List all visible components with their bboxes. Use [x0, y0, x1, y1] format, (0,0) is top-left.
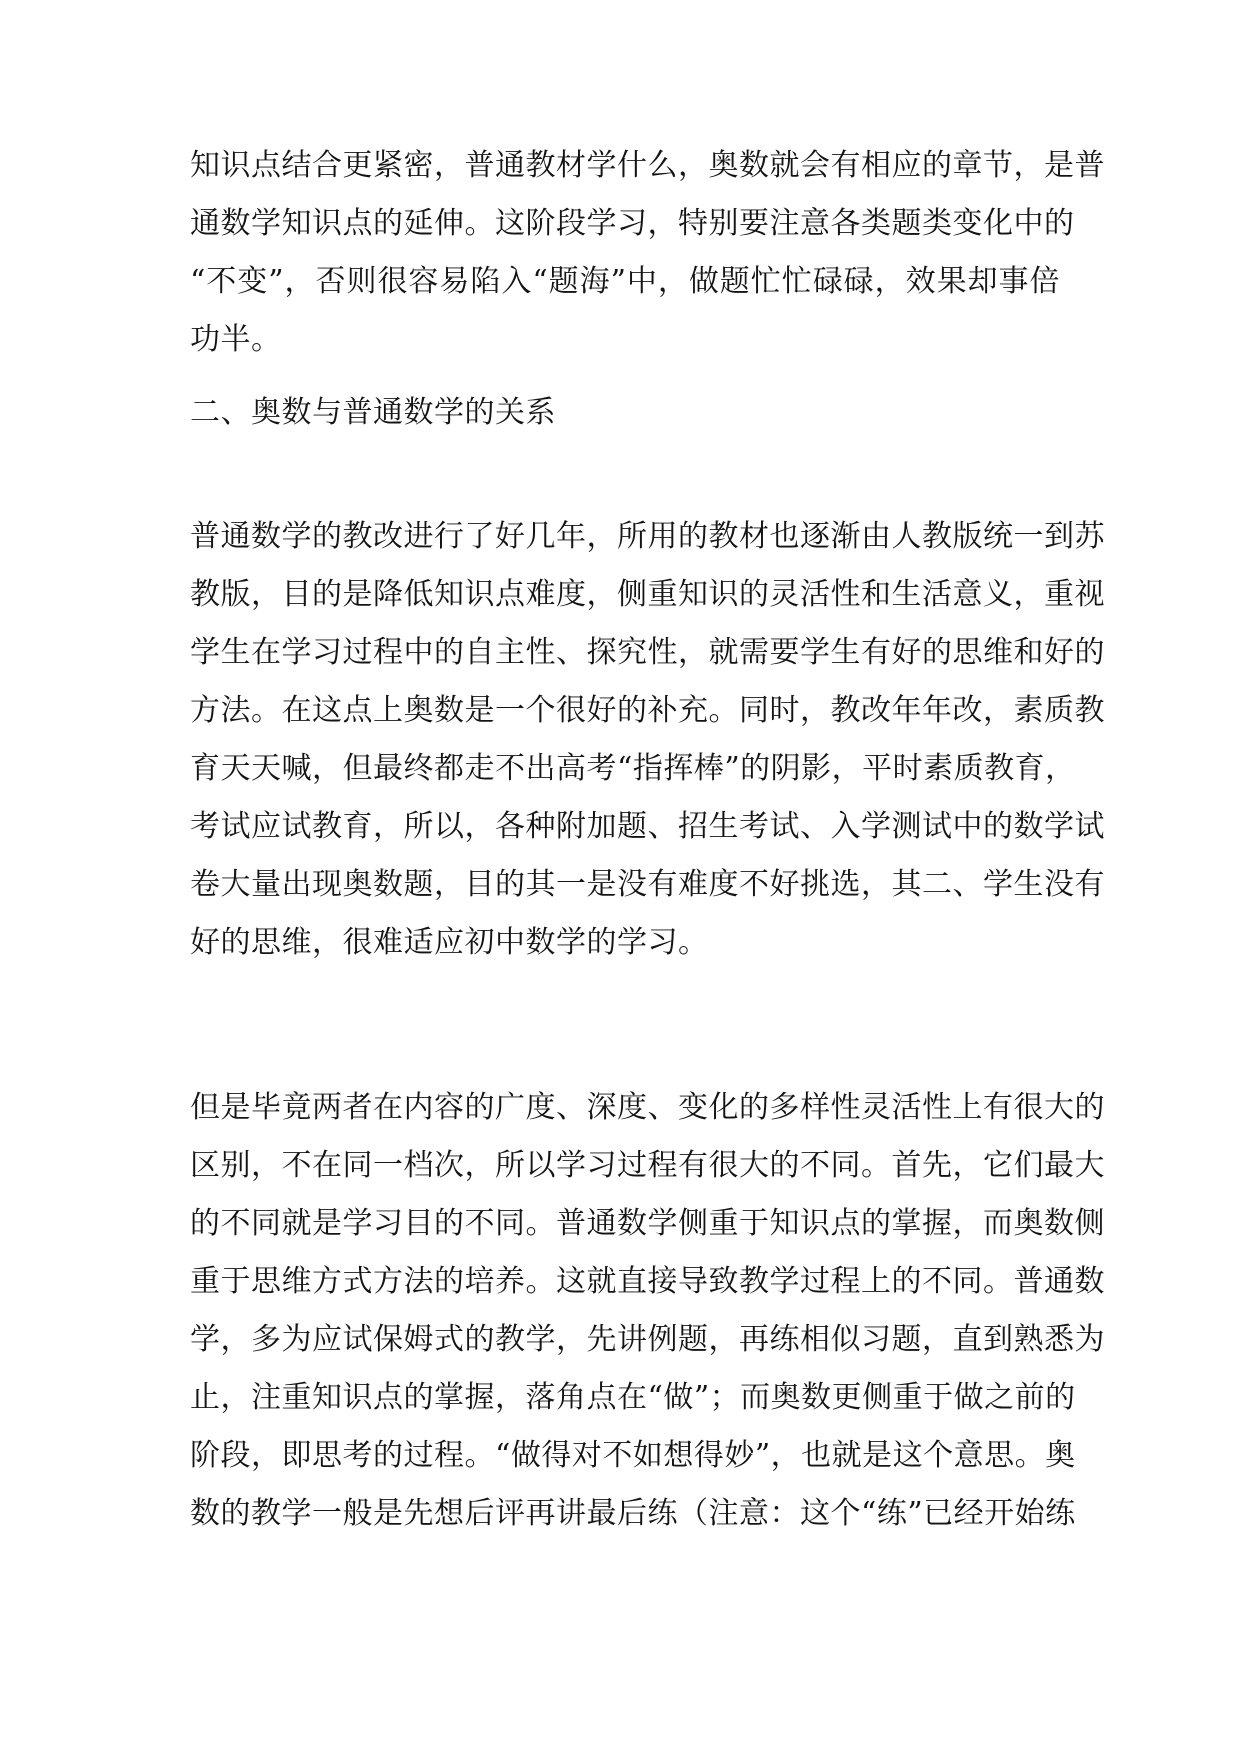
text-line: 止，注重知识点的掌握，落角点在“做”；而奥数更侧重于做之前的	[190, 1380, 1076, 1415]
text-line: 阶段，即思考的过程。“做得对不如想得妙”，也就是这个意思。奥	[190, 1438, 1076, 1473]
text-line: 学生在学习过程中的自主性、探究性，就需要学生有好的思维和好的	[190, 635, 1105, 670]
text-line: 考试应试教育，所以，各种附加题、招生考试、入学测试中的数学试	[190, 809, 1105, 844]
text-line: 区别，不在同一档次，所以学习过程有很大的不同。首先，它们最大	[190, 1148, 1105, 1183]
text-line: 重于思维方式方法的培养。这就直接导致教学过程上的不同。普通数	[190, 1264, 1105, 1299]
text-line: 但是毕竟两者在内容的广度、深度、变化的多样性灵活性上有很大的	[190, 1090, 1105, 1125]
text-line: 育天天喊，但最终都走不出高考“指挥棒”的阴影，平时素质教育，	[190, 751, 1076, 786]
text-line: 卷大量出现奥数题，目的其一是没有难度不好挑选，其二、学生没有	[190, 867, 1105, 902]
heading-text: 二、奥数与普通数学的关系	[190, 395, 556, 430]
text-line: 知识点结合更紧密，普通教材学什么，奥数就会有相应的章节，是普	[190, 148, 1105, 183]
text-line: 方法。在这点上奥数是一个很好的补充。同时，教改年年改，素质教	[190, 693, 1105, 728]
text-line: 功半。	[190, 322, 282, 357]
text-line: 普通数学的教改进行了好几年，所用的教材也逐渐由人教版统一到苏	[190, 519, 1105, 554]
text-line: “不变”，否则很容易陷入“题海”中，做题忙忙碌碌，效果却事倍	[190, 264, 1060, 299]
text-line: 教版，目的是降低知识点难度，侧重知识的灵活性和生活意义，重视	[190, 577, 1105, 612]
text-line: 的不同就是学习目的不同。普通数学侧重于知识点的掌握，而奥数侧	[190, 1206, 1105, 1241]
text-line: 好的思维，很难适应初中数学的学习。	[190, 925, 709, 960]
text-line: 数的教学一般是先想后评再讲最后练（注意：这个“练”已经开始练	[190, 1496, 1076, 1531]
text-line: 通数学知识点的延伸。这阶段学习，特别要注意各类题类变化中的	[190, 206, 1075, 241]
text-line: 学，多为应试保姆式的教学，先讲例题，再练相似习题，直到熟悉为	[190, 1322, 1105, 1357]
